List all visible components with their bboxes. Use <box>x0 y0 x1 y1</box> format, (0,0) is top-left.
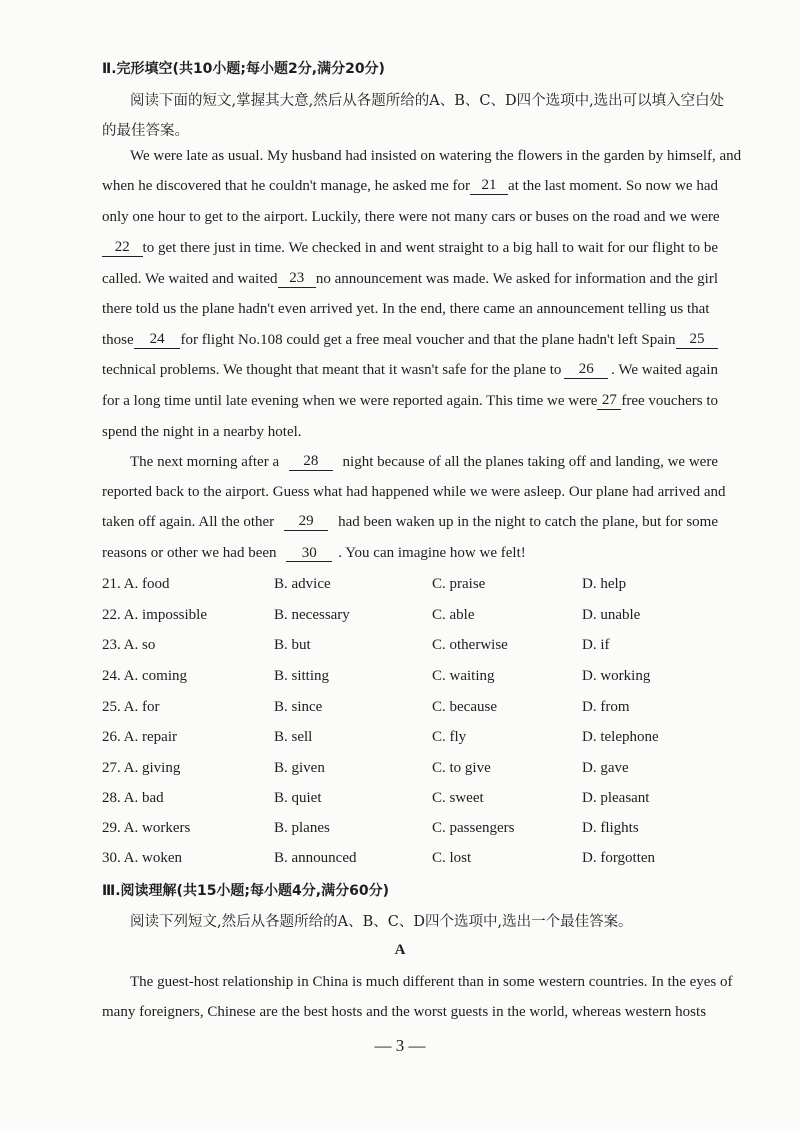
passage-text: reasons or other we had been <box>102 545 277 561</box>
option-a: 28. A. bad <box>102 790 164 806</box>
option-b: B. announced <box>274 850 357 866</box>
option-a: 22. A. impossible <box>102 607 208 623</box>
option-c: C. sweet <box>432 790 484 806</box>
section-2-instruction: 阅读下面的短文,掌握其大意,然后从各题所给的A、B、C、D四个选项中,选出可以填入空白处 <box>130 93 725 109</box>
option-c: C. praise <box>432 576 486 592</box>
passage-line <box>102 362 718 379</box>
option-a: 21. A. food <box>102 576 170 592</box>
blank-26: 26 <box>564 362 608 379</box>
option-a: 25. A. for <box>102 699 160 715</box>
section-3-instruction: 阅读下列短文,然后从各题所给的A、B、C、D四个选项中,选出一个最佳答案。 <box>130 914 633 930</box>
passage-text: technical problems. We thought that meant that it wasn't safe for the plane to <box>102 362 562 378</box>
option-c: C. passengers <box>432 820 515 836</box>
passage-text: no announcement was made. We asked for information and the girl <box>315 271 718 287</box>
passage-text: for flight No.108 could get a free meal voucher and that the plane hadn't left Spain <box>180 332 676 348</box>
option-b: B. advice <box>274 576 331 592</box>
passage-line <box>102 514 718 531</box>
section-2-heading: Ⅱ.完形填空(共10小题;每小题2分,满分20分) <box>102 61 385 77</box>
blank-30: 30 <box>286 546 332 562</box>
section-3-heading: Ⅲ.阅读理解(共15小题;每小题4分,满分60分) <box>102 883 389 899</box>
option-d: D. gave <box>582 760 629 776</box>
option-d: D. working <box>582 668 651 684</box>
option-d: D. unable <box>582 607 641 623</box>
passage-line <box>102 240 718 257</box>
passage-text: . You can imagine how we felt! <box>338 545 526 561</box>
passage-a-title: A <box>394 942 406 958</box>
passage-text: had been waken up in the night to catch the plane, but for some <box>338 514 718 530</box>
option-c: C. because <box>432 699 497 715</box>
option-a: 23. A. so <box>102 637 156 653</box>
option-c: C. waiting <box>432 668 495 684</box>
passage-text: . We waited again <box>611 362 718 378</box>
passage-text: for a long time until late evening when we were reported again. This time we were <box>102 393 598 409</box>
option-c: C. otherwise <box>432 637 508 653</box>
passage-line: there told us the plane hadn't even arrived yet. In the end, there came an announcement telling us that <box>102 301 710 317</box>
option-c: C. to give <box>432 760 491 776</box>
passage-line: reported back to the airport. Guess what had happened while we were asleep. Our plane had arrived and <box>102 484 726 500</box>
option-b: B. sitting <box>274 668 330 684</box>
passage-text: free vouchers to <box>621 393 718 409</box>
option-b: B. necessary <box>274 607 350 623</box>
option-b: B. sell <box>274 729 313 745</box>
blank-24: 24 <box>134 332 180 349</box>
option-a: 26. A. repair <box>102 729 177 745</box>
blank-23: 23 <box>278 271 316 288</box>
option-d: D. if <box>582 637 610 653</box>
passage-line: We were late as usual. My husband had insisted on watering the flowers in the garden by himself, and <box>130 148 742 164</box>
option-b: B. given <box>274 760 325 776</box>
passage-text: The next morning after a <box>130 454 280 470</box>
blank-29: 29 <box>284 514 328 531</box>
option-b: B. quiet <box>274 790 322 806</box>
blank-28: 28 <box>289 454 333 471</box>
passage-text: taken off again. All the other <box>102 514 275 530</box>
passage-a-line: many foreigners, Chinese are the best hosts and the worst guests in the world, whereas western hosts <box>102 1004 707 1020</box>
blank-21: 21 <box>470 178 508 195</box>
option-c: C. fly <box>432 729 467 745</box>
option-a: 24. A. coming <box>102 668 187 684</box>
passage-line <box>102 393 718 410</box>
option-a: 30. A. woken <box>102 850 182 866</box>
option-d: D. pleasant <box>582 790 650 806</box>
blank-22: 22 <box>102 240 143 257</box>
blank-27: 27 <box>597 393 621 410</box>
option-d: D. from <box>582 699 630 715</box>
passage-text: those <box>102 332 134 348</box>
section-2-instruction-cont: 的最佳答案。 <box>102 123 189 139</box>
passage-line <box>130 454 718 471</box>
option-a: 29. A. workers <box>102 820 191 836</box>
option-a: 27. A. giving <box>102 760 181 776</box>
page-number: — 3 — <box>374 1036 426 1055</box>
option-d: D. help <box>582 576 627 592</box>
blank-25: 25 <box>676 332 718 349</box>
passage-text: called. We waited and waited <box>102 271 278 287</box>
passage-text: to get there just in time. We checked in and went straight to a big hall to wait for our flight to be <box>142 240 718 256</box>
option-c: C. able <box>432 607 475 623</box>
option-c: C. lost <box>432 850 472 866</box>
option-d: D. telephone <box>582 729 659 745</box>
passage-a-line: The guest-host relationship in China is much different than in some western countries. In the eyes of <box>130 974 733 990</box>
passage-line: only one hour to get to the airport. Luckily, there were not many cars or buses on the road and we were <box>102 209 720 225</box>
passage-line <box>102 545 526 562</box>
passage-line <box>102 332 718 349</box>
option-d: D. forgotten <box>582 850 656 866</box>
option-b: B. but <box>274 637 311 653</box>
option-b: B. planes <box>274 820 330 836</box>
passage-text: night because of all the planes taking off and landing, we were <box>342 454 718 470</box>
option-d: D. flights <box>582 820 639 836</box>
passage-text: when he discovered that he couldn't manage, he asked me for <box>102 178 470 194</box>
passage-text: at the last moment. So now we had <box>508 178 718 194</box>
option-b: B. since <box>274 699 323 715</box>
passage-line <box>102 178 718 195</box>
passage-line <box>102 271 718 288</box>
passage-line: spend the night in a nearby hotel. <box>102 424 302 440</box>
